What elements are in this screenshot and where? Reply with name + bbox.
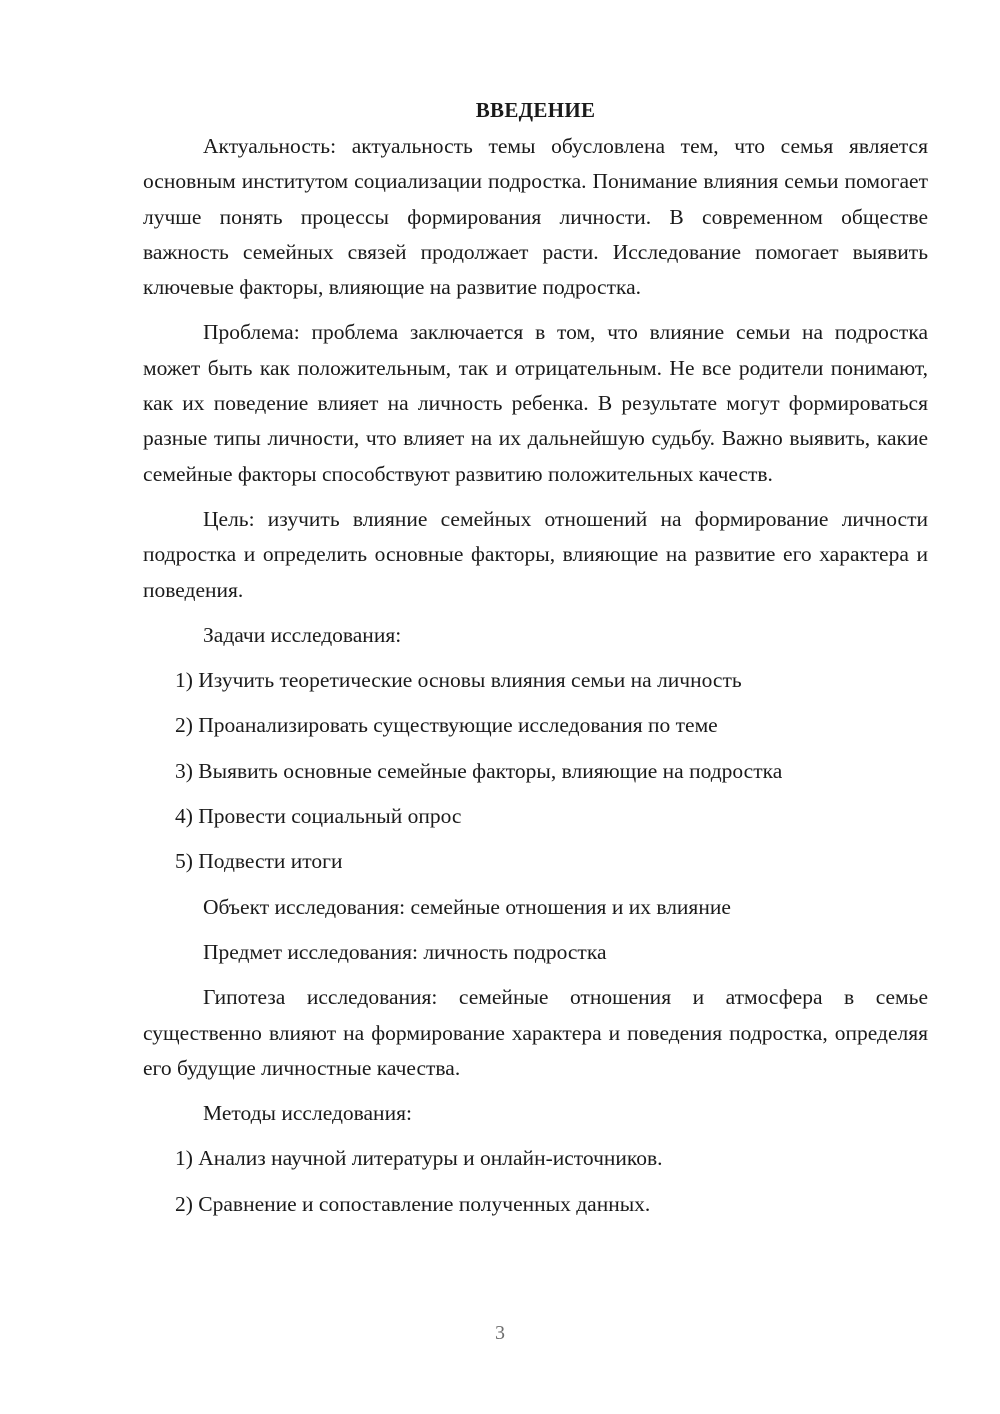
relevance-paragraph: Актуальность: актуальность темы обусловлена тем, что семья является основным институтом социализации подростка. Понимание влияния семьи помогает лучше понять процессы формирования личности. В современном обществе важность семейных связей продолжает расти. Исследование помогает выявить ключевые факторы, влияющие на развитие подростка. (143, 134, 928, 300)
research-subject: Предмет исследования: личность подростка (203, 939, 607, 964)
problem-paragraph: Проблема: проблема заключается в том, что влияние семьи на подростка может быть как положительным, так и отрицательным. Не все родители понимают, как их поведение влияет на личность ребенка. В результате могут формироваться разные типы личности, что влияет на их дальнейшую судьбу. Важно выявить, какие семейные факторы способствуют развитию положительных качеств. (143, 320, 928, 486)
goal-paragraph: Цель: изучить влияние семейных отношений на формирование личности подростка и определить основные факторы, влияющие на развитие его характера и поведения. (143, 506, 928, 602)
list-item: 2) Сравнение и сопоставление полученных данных. (175, 1191, 651, 1216)
list-item: 3) Выявить основные семейные факторы, влияющие на подростка (175, 758, 783, 783)
list-item: 1) Изучить теоретические основы влияния семьи на личность (175, 668, 742, 693)
page-number: 3 (495, 1322, 505, 1344)
page-title: ВВЕДЕНИЕ (475, 98, 596, 122)
document-page (143, 95, 928, 1232)
tasks-list (143, 663, 928, 879)
list-item: 2) Проанализировать существующие исследования по теме (175, 713, 718, 738)
list-item: 5) Подвести итоги (175, 849, 343, 874)
list-item: 1) Анализ научной литературы и онлайн-источников. (175, 1146, 663, 1171)
methods-list (143, 1141, 928, 1222)
tasks-heading: Задачи исследования: (203, 622, 402, 647)
methods-heading: Методы исследования: (203, 1101, 412, 1126)
list-item: 4) Провести социальный опрос (175, 804, 462, 829)
hypothesis-paragraph: Гипотеза исследования: семейные отношения и атмосфера в семье существенно влияют на формирование характера и поведения подростка, определяя его будущие личностные качества. (143, 985, 928, 1080)
research-object: Объект исследования: семейные отношения и их влияние (203, 894, 731, 919)
